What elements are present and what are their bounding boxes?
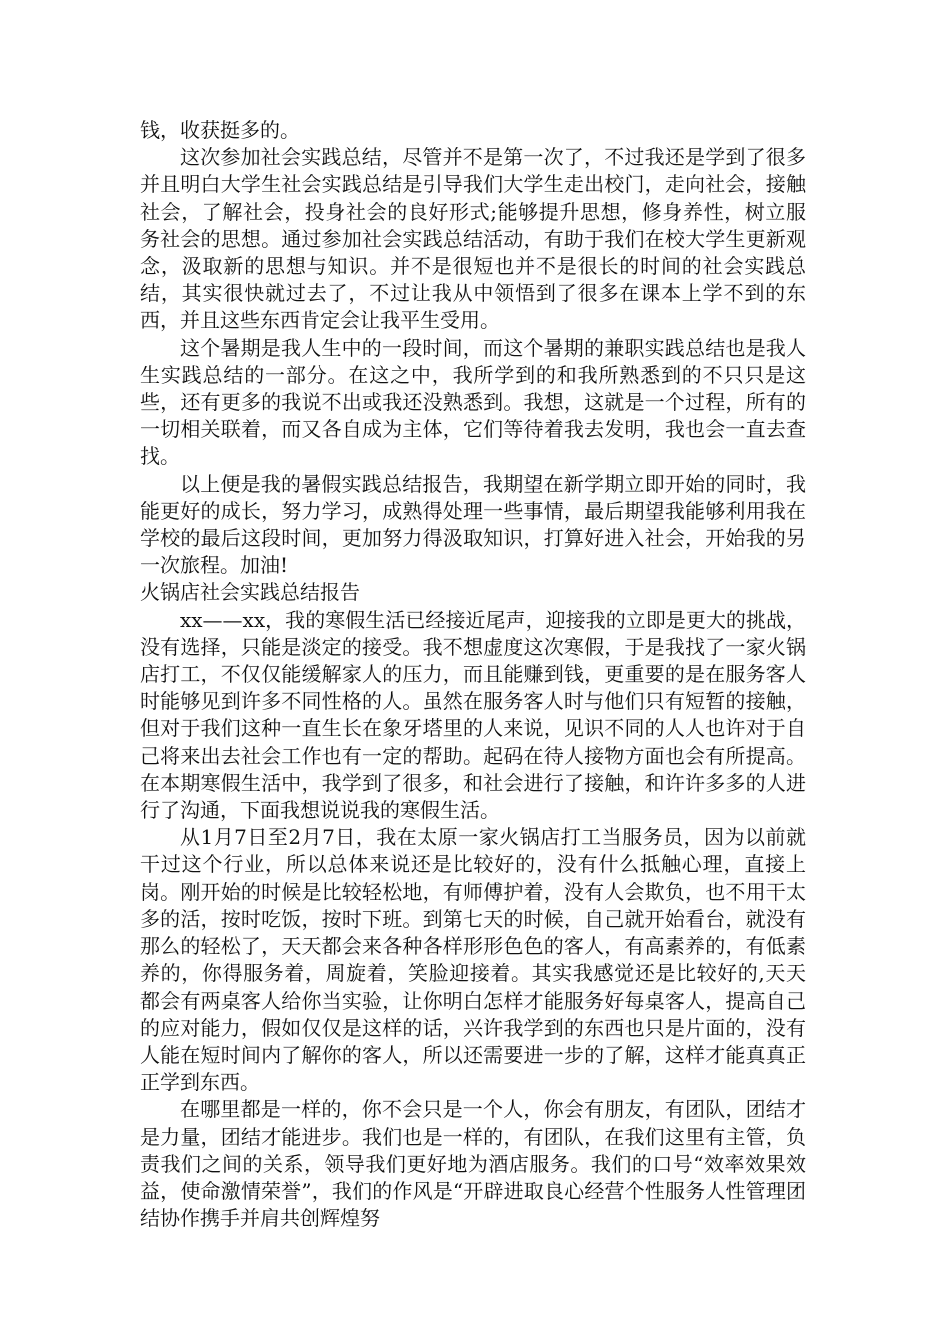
paragraph-teamwork: 在哪里都是一样的，你不会只是一个人，你会有朋友，有团队，团结才是力量，团结才能进步。我们也是一样的，有团队，在我们这里有主管，负责我们之间的关系，领导我们更好地为酒店服务。我们的口号“效率效果效益，使命激情荣誉”，我们的作风是“开辟进取良心经营个性服务人性管理团结协作携手并肩共创辉煌努 — [140, 1097, 806, 1231]
paragraph-continuation: 钱，收获挺多的。 — [140, 118, 300, 142]
paragraph-conclusion: 以上便是我的暑假实践总结报告，我期望在新学期立即开始的同时，我能更好的成长，努力学习，成熟得处理一些事情，最后期望我能够利用我在学校的最后这段时间，更加努力得汲取知识，打算好进入社会，开始我的另一次旅程。加油! — [140, 471, 806, 578]
section-title: 火锅店社会实践总结报告 — [140, 580, 360, 605]
paragraph-summer: 这个暑期是我人生中的一段时间，而这个暑期的兼职实践总结也是我人生实践总结的一部分。在这之中，我所学到的和我所熟悉到的不只只是这些，还有更多的我说不出或我还没熟悉到。我想，这就是一个过程，所有的一切相关联着，而又各自成为主体，它们等待着我去发明，我也会一直去查找。 — [140, 335, 806, 469]
paragraph-work-experience: 从1月7日至2月7日，我在太原一家火锅店打工当服务员，因为以前就干过这个行业，所以总体来说还是比较好的，没有什么抵触心理，直接上岗。刚开始的时候是比较轻松地，有师傅护着，没有人会欺负，也不用干太多的活，按时吃饭，按时下班。到第七天的时候，自己就开始看台，就没有那么的轻松了，天天都会来各种各样形形色色的客人，有高素养的，有低素养的，你得服务着，周旋着，笑脸迎接着。其实我感觉还是比较好的,天天都会有两桌客人给你当实验，让你明白怎样才能服务好每桌客人，提高自己的应对能力，假如仅仅是这样的话，兴许我学到的东西也只是片面的，没有人能在短时间内了解你的客人，所以还需要进一步的了解，这样才能真真正正学到东西。 — [140, 825, 806, 1095]
paragraph-social-practice: 这次参加社会实践总结，尽管并不是第一次了，不过我还是学到了很多并且明白大学生社会实践总结是引导我们大学生走出校门，走向社会，接触社会，了解社会，投身社会的良好形式;能够提升思想，修身养性，树立服务社会的思想。通过参加社会实践总结活动，有助于我们在校大学生更新观念，汲取新的思想与知识。并不是很短也并不是很长的时间的社会实践总结，其实很快就过去了，不过让我从中领悟到了很多在课本上学不到的东西，并且这些东西肯定会让我平生受用。 — [140, 145, 806, 333]
document-page — [140, 117, 806, 1232]
paragraph-winter-intro: xx——xx，我的寒假生活已经接近尾声，迎接我的立即是更大的挑战，没有选择，只能是淡定的接受。我不想虚度这次寒假，于是我找了一家火锅店打工，不仅仅能缓解家人的压力，而且能赚到钱，更重要的是在服务客人时能够见到许多不同性格的人。虽然在服务客人时与他们只有短暂的接触，但对于我们这种一直生长在象牙塔里的人来说，见识不同的人人也许对于自己将来出去社会工作也有一定的帮助。起码在待人接物方面也会有所提高。在本期寒假生活中，我学到了很多，和社会进行了接触，和许许多多的人进行了沟通，下面我想说说我的寒假生活。 — [140, 607, 806, 823]
